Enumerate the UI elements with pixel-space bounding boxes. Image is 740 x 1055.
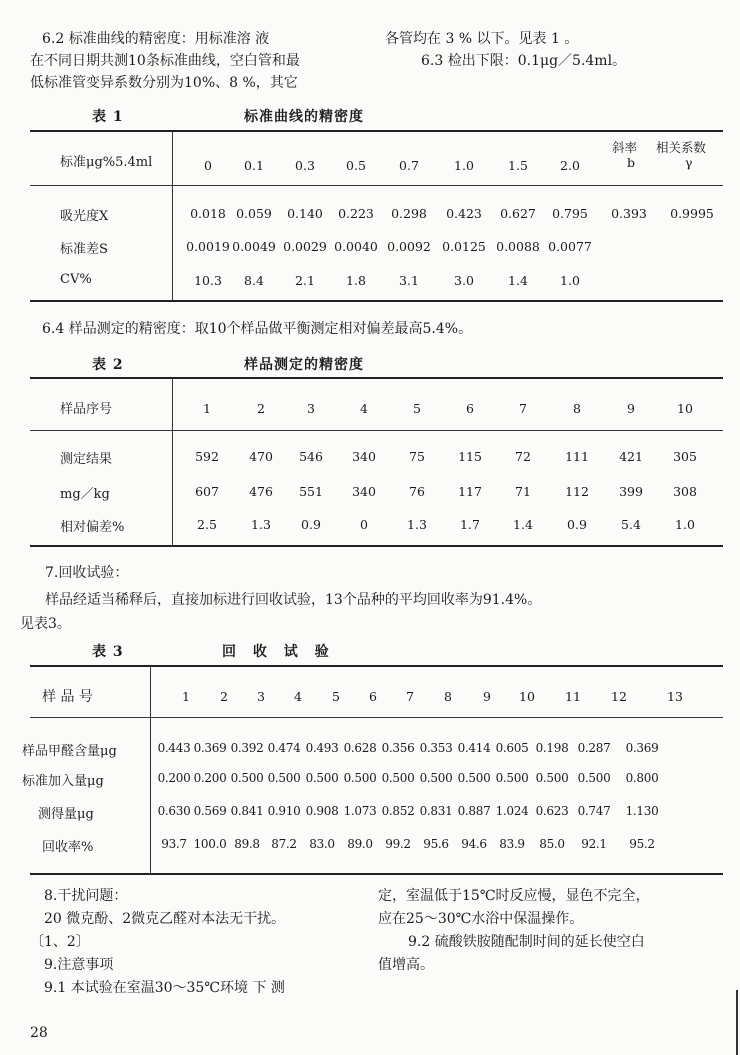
- table3-row-label: 标准加入量μg: [22, 774, 104, 789]
- table3-value-cell: 92.1: [581, 837, 607, 851]
- table3-value-cell: 1.073: [343, 804, 377, 818]
- para-91-start: 9.1 本试验在室温30～35℃环境 下 测: [44, 980, 285, 996]
- table3-value-cell: 0.500: [343, 771, 377, 785]
- table3-value-cell: 0.500: [535, 771, 569, 785]
- table1-value-cell: 0.059: [236, 206, 272, 221]
- table1-value-cell: 1.4: [508, 273, 528, 288]
- table3-value-cell: 83.9: [499, 837, 525, 851]
- table3-value-cell: 0.500: [230, 771, 264, 785]
- table1-value-cell: 0.627: [500, 206, 536, 221]
- table3-value-cell: 83.0: [309, 837, 335, 851]
- table3-value-cell: 0.287: [577, 741, 611, 755]
- table1-value-cell: 8.4: [244, 273, 264, 288]
- table3-value-cell: 95.6: [423, 837, 449, 851]
- table1-conc-cell: 1.0: [454, 158, 474, 173]
- table2-top-rule: [30, 377, 723, 379]
- table2-value-cell: 476: [249, 484, 273, 499]
- table1-corr-symbol: γ: [685, 155, 693, 170]
- table1-corr-header: 相关系数: [656, 140, 707, 155]
- table3-header-rule: [30, 717, 723, 718]
- table2-sample-id: 9: [627, 401, 635, 416]
- table3-value-cell: 0.200: [193, 771, 227, 785]
- table3-value-cell: 95.2: [629, 837, 655, 851]
- table2-value-cell: 2.5: [197, 517, 217, 532]
- table3-value-cell: 0.493: [305, 741, 339, 755]
- table1-top-rule: [30, 130, 723, 132]
- table3-value-cell: 0.500: [267, 771, 301, 785]
- table3-value-cell: 0.500: [381, 771, 415, 785]
- table1-conc-cell: 0.3: [295, 158, 315, 173]
- table3-value-cell: 0.198: [535, 741, 569, 755]
- section8-reference: 〔1、2〕: [30, 934, 90, 950]
- table1-conc-cell: 0: [204, 158, 212, 173]
- table2-sample-id: 3: [307, 401, 315, 416]
- table1-value-cell: 0.223: [338, 206, 374, 221]
- table2-row-label: 相对偏差%: [60, 520, 125, 535]
- table2-value-cell: 546: [299, 449, 323, 464]
- table2-value-cell: 111: [565, 449, 589, 464]
- table3-sample-id: 7: [406, 689, 414, 704]
- table1-slope-header: 斜率: [612, 140, 638, 155]
- table3-sample-id: 2: [220, 689, 228, 704]
- table3-value-cell: 100.0: [193, 837, 227, 851]
- table2-value-cell: 75: [409, 449, 425, 464]
- page-number: 28: [30, 1025, 48, 1041]
- table2-label: 表 2: [92, 357, 124, 373]
- table3-sample-id: 10: [519, 689, 535, 704]
- table3-value-cell: 93.7: [161, 837, 187, 851]
- table3-value-cell: 0.500: [305, 771, 339, 785]
- table3-sample-id: 5: [332, 689, 340, 704]
- table3-bottom-rule: [30, 873, 723, 875]
- table2-value-cell: 72: [515, 449, 531, 464]
- table3-title: 回 收 试 验: [222, 644, 335, 660]
- table1-header-label: 标准μg%5.4ml: [60, 155, 153, 170]
- table2-value-cell: 1.7: [460, 517, 480, 532]
- table1-value-cell: 0.795: [552, 206, 588, 221]
- table1-value-cell: 0.0049: [232, 239, 276, 254]
- bottom-right-text: [378, 885, 728, 977]
- table1-value-cell: 0.0125: [442, 239, 486, 254]
- table3-value-cell: 0.414: [457, 741, 491, 755]
- table3-value-cell: 0.392: [230, 741, 264, 755]
- table3-value-cell: 0.910: [267, 804, 301, 818]
- table1-value-cell: 0.0088: [496, 239, 540, 254]
- table2-value-cell: 117: [458, 484, 482, 499]
- table2-value-cell: 112: [565, 484, 589, 499]
- table2-row-label: mg／kg: [60, 487, 110, 502]
- para-62-line-2: 在不同日期共测10条标准曲线，空白管和最: [30, 53, 300, 69]
- section8-text: 20 微克酚、2微克乙醛对本法无干扰。: [44, 911, 286, 927]
- table1-value-cell: 2.1: [295, 273, 315, 288]
- table3-value-cell: 0.605: [495, 741, 529, 755]
- table2-value-cell: 305: [673, 449, 697, 464]
- table1-value-cell: 3.0: [454, 273, 474, 288]
- table2-sample-id: 4: [360, 401, 368, 416]
- table3-sample-id: 11: [565, 689, 581, 704]
- table3-value-cell: 0.500: [419, 771, 453, 785]
- table3-value-cell: 0.500: [577, 771, 611, 785]
- table2-row-label: 测定结果: [60, 452, 113, 467]
- table2-value-cell: 592: [195, 449, 219, 464]
- table1-corr-cell: 0.9995: [670, 206, 714, 221]
- table3-value-cell: 1.130: [625, 804, 659, 818]
- table1-value-cell: 3.1: [399, 273, 419, 288]
- table1-label: 表 1: [92, 109, 124, 125]
- table3-value-cell: 87.2: [271, 837, 297, 851]
- table2-sample-id: 5: [413, 401, 421, 416]
- table1-value-cell: 0.0092: [387, 239, 431, 254]
- table1-value-cell: 0.298: [391, 206, 427, 221]
- table2-sample-id: 2: [257, 401, 265, 416]
- table3-value-cell: 0.500: [457, 771, 491, 785]
- left-column-top-text: [30, 28, 360, 94]
- table3-label: 表 3: [92, 644, 124, 660]
- table3-value-cell: 0.369: [193, 741, 227, 755]
- table3-value-cell: 89.0: [347, 837, 373, 851]
- table3-value-cell: 0.569: [193, 804, 227, 818]
- table2-value-cell: 340: [352, 449, 376, 464]
- para-62-continuation: 各管均在 3 % 以下。见表 1 。: [385, 31, 579, 47]
- table3-value-cell: 0.356: [381, 741, 415, 755]
- table1-bottom-rule: [30, 300, 723, 302]
- table2-header-label: 样品序号: [60, 402, 113, 417]
- table3-sample-id: 1: [182, 689, 190, 704]
- table2-value-cell: 399: [619, 484, 643, 499]
- table3-value-cell: 0.852: [381, 804, 415, 818]
- para-62-line-3: 低标准管变异系数分别为10%、8 %，其它: [30, 75, 298, 91]
- para-63: 6.3 检出下限：0.1μg／5.4ml。: [421, 53, 627, 69]
- table1-row-label: 标准差S: [60, 242, 108, 257]
- table2-value-cell: 1.3: [407, 517, 427, 532]
- table1-conc-cell: 2.0: [560, 158, 580, 173]
- table2-sample-id: 8: [573, 401, 581, 416]
- table1-value-cell: 0.0040: [334, 239, 378, 254]
- table3-value-cell: 94.6: [461, 837, 487, 851]
- section8-title: 8.干扰问题：: [44, 888, 128, 904]
- table3-sample-id: 6: [369, 689, 377, 704]
- table2-value-cell: 1.4: [513, 517, 533, 532]
- table2-vertical-rule: [172, 378, 173, 546]
- table1-value-cell: 0.0029: [283, 239, 327, 254]
- table3-top-rule: [30, 665, 723, 667]
- table3-value-cell: 85.0: [539, 837, 565, 851]
- table2-value-cell: 76: [409, 484, 425, 499]
- section7-line-1: 样品经适当稀释后，直接加标进行回收试验，13个品种的平均回收率为91.4%。: [45, 592, 542, 608]
- table3-value-cell: 0.500: [495, 771, 529, 785]
- table3-value-cell: 0.443: [157, 741, 191, 755]
- table2-value-cell: 308: [673, 484, 697, 499]
- table3-value-cell: 0.628: [343, 741, 377, 755]
- table2-value-cell: 340: [352, 484, 376, 499]
- table3-value-cell: 0.630: [157, 804, 191, 818]
- table2-sample-id: 1: [203, 401, 211, 416]
- section7-line-2: 见表3。: [20, 616, 71, 632]
- table3-row-label: 样品甲醛含量μg: [22, 744, 117, 759]
- para-91-continuation-2: 应在25～30℃水浴中保温操作。: [378, 911, 584, 927]
- table1-value-cell: 0.018: [190, 206, 226, 221]
- table2-value-cell: 5.4: [621, 517, 641, 532]
- table2-value-cell: 1.0: [675, 517, 695, 532]
- para-91-continuation-1: 定，室温低于15℃时反应慢，显色不完全，: [378, 888, 650, 904]
- table1-value-cell: 1.0: [560, 273, 580, 288]
- table2-value-cell: 421: [619, 449, 643, 464]
- table3-header-label: 样 品 号: [42, 689, 93, 705]
- table3-value-cell: 0.200: [157, 771, 191, 785]
- table3-row-label: 回收率%: [42, 840, 94, 855]
- table3-sample-id: 12: [611, 689, 627, 704]
- section7-title: 7.回收试验：: [45, 565, 129, 581]
- table1-title: 标准曲线的精密度: [244, 109, 364, 125]
- table2-value-cell: 0.9: [567, 517, 587, 532]
- table3-sample-id: 13: [667, 689, 683, 704]
- table1-conc-cell: 0.5: [346, 158, 366, 173]
- page-edge-mark: [736, 990, 738, 1055]
- table3-value-cell: 0.353: [419, 741, 453, 755]
- table2-value-cell: 71: [515, 484, 531, 499]
- table3-value-cell: 99.2: [385, 837, 411, 851]
- table2-header-rule: [30, 430, 723, 431]
- table1-value-cell: 0.140: [287, 206, 323, 221]
- para-92-line-1: 9.2 硫酸铁胺随配制时间的延长使空白: [408, 934, 645, 950]
- table2-value-cell: 1.3: [251, 517, 271, 532]
- table3-value-cell: 0.831: [419, 804, 453, 818]
- table3-row-label: 测得量μg: [38, 807, 94, 822]
- section9-title: 9.注意事项: [44, 957, 114, 973]
- table3-value-cell: 0.747: [577, 804, 611, 818]
- table3-vertical-rule: [150, 666, 151, 874]
- table3-value-cell: 89.8: [234, 837, 260, 851]
- table2-value-cell: 115: [458, 449, 482, 464]
- table1-slope-cell: 0.393: [611, 206, 647, 221]
- table1-value-cell: 1.8: [346, 273, 366, 288]
- table3-value-cell: 0.474: [267, 741, 301, 755]
- table2-sample-id: 10: [677, 401, 693, 416]
- table1-value-cell: 0.0077: [548, 239, 592, 254]
- table2-value-cell: 470: [249, 449, 273, 464]
- table3-value-cell: 0.908: [305, 804, 339, 818]
- table2-value-cell: 607: [195, 484, 219, 499]
- table1-value-cell: 0.423: [446, 206, 482, 221]
- table1-value-cell: 10.3: [194, 273, 222, 288]
- table3-value-cell: 0.887: [457, 804, 491, 818]
- para-62-line-1: 6.2 标准曲线的精密度：用标准溶 液: [42, 31, 270, 47]
- bottom-left-text: [30, 885, 370, 1000]
- table2-value-cell: 0: [360, 517, 368, 532]
- table1-slope-symbol: b: [627, 155, 636, 170]
- table1-row-label: CV%: [60, 272, 92, 287]
- table3-value-cell: 0.841: [230, 804, 264, 818]
- table2-value-cell: 551: [299, 484, 323, 499]
- table1-value-cell: 0.0019: [186, 239, 230, 254]
- table1-conc-cell: 0.7: [399, 158, 419, 173]
- table1-header-rule: [30, 185, 723, 186]
- table3-sample-id: 3: [257, 689, 265, 704]
- table1-conc-cell: 1.5: [508, 158, 528, 173]
- table2-bottom-rule: [30, 545, 723, 547]
- table3-value-cell: 0.800: [625, 771, 659, 785]
- table1-row-label: 吸光度X: [60, 209, 109, 224]
- table1-vertical-rule: [172, 131, 173, 301]
- table3-value-cell: 0.623: [535, 804, 569, 818]
- table3-sample-id: 4: [294, 689, 302, 704]
- table2-title: 样品测定的精密度: [244, 357, 364, 373]
- table3-value-cell: 0.369: [625, 741, 659, 755]
- para-64: 6.4 样品测定的精密度：取10个样品做平衡测定相对偏差最高5.4%。: [42, 321, 473, 337]
- right-column-top-text: [385, 28, 725, 72]
- table2-sample-id: 6: [466, 401, 474, 416]
- table2-sample-id: 7: [519, 401, 527, 416]
- table3-value-cell: 1.024: [495, 804, 529, 818]
- table2-value-cell: 0.9: [301, 517, 321, 532]
- table3-sample-id: 9: [483, 689, 491, 704]
- para-92-line-2: 值增高。: [378, 957, 434, 973]
- table3-sample-id: 8: [444, 689, 452, 704]
- table1-conc-cell: 0.1: [244, 158, 264, 173]
